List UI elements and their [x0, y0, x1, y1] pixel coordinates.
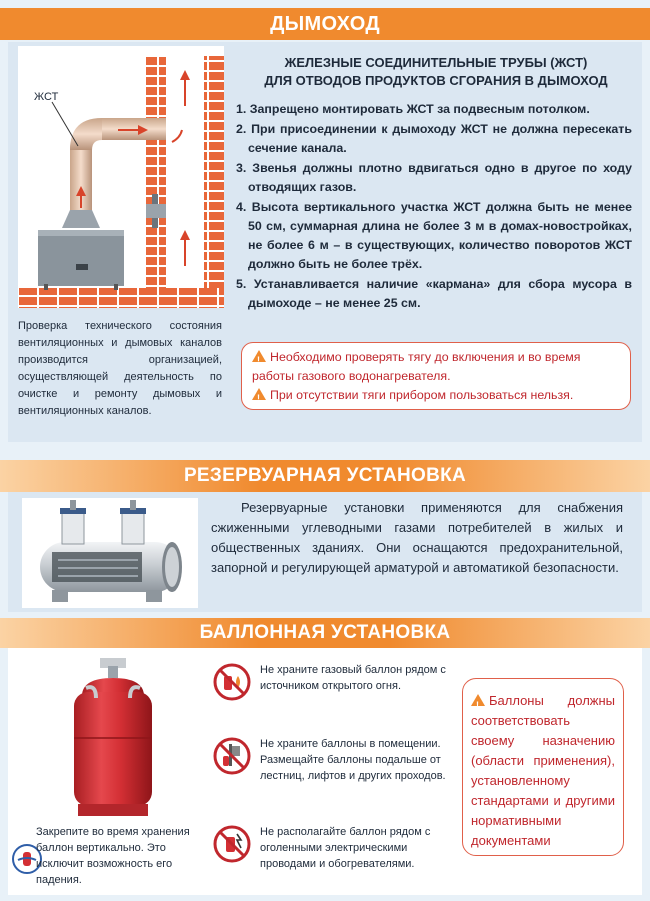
- tank-illustration: [22, 498, 198, 608]
- gas-cylinder-image: [26, 656, 202, 820]
- tank-header: РЕЗЕРВУАРНАЯ УСТАНОВКА: [0, 460, 650, 492]
- secure-cylinder-text: Закрепите во время хранения баллон вертикально. Это исключит возможность его падения.: [36, 826, 190, 886]
- tank-section: [8, 492, 642, 612]
- cylinder-warning-box: [462, 678, 624, 856]
- secure-cylinder-note: [14, 822, 214, 894]
- cylinder-rule-electric: [212, 824, 457, 884]
- chimney-rule: 2. При присоединении к дымоходу ЖСТ не должна пересекать сечение канала.: [236, 122, 632, 155]
- warning-icon: [471, 694, 485, 706]
- cylinder-rule-text: Не располагайте баллон рядом с оголенными электрическими проводами и обогревателями.: [260, 826, 431, 870]
- cylinder-rule-text: Не храните баллоны в помещении. Размещайте баллоны подальше от лестниц, лифтов и других проходов.: [260, 738, 446, 782]
- inspection-note: Проверка технического состояния вентиляционных и дымовых каналов производится организацией, осуществляющей деятельность по очистке и ремонту дымовых и вентиляционных каналов.: [18, 320, 222, 417]
- cylinder-rule-text: Не храните газовый баллон рядом с источником открытого огня.: [260, 664, 446, 692]
- chimney-header: ДЫМОХОД: [0, 8, 650, 40]
- no-storage-icon: [212, 736, 252, 776]
- no-electric-icon: [212, 824, 252, 864]
- warning-icon: [252, 388, 266, 400]
- chimney-title-line2: ДЛЯ ОТВОДОВ ПРОДУКТОВ СГОРАНИЯ В ДЫМОХОД: [264, 73, 608, 88]
- chimney-title-line1: ЖЕЛЕЗНЫЕ СОЕДИНИТЕЛЬНЫЕ ТРУБЫ (ЖСТ): [284, 55, 588, 70]
- draft-warning-2: При отсутствии тяги прибором пользоваться нельзя.: [270, 388, 574, 402]
- pipe-label: ЖСТ: [34, 91, 59, 103]
- warning-icon: [252, 350, 266, 362]
- cylinder-header: БАЛЛОННАЯ УСТАНОВКА: [0, 618, 650, 648]
- cylinder-warning-text: Баллоны должны соответствовать своему назначению (области применения), установленному стандартами и другими нормативными документами: [471, 693, 615, 848]
- tank-image: [22, 498, 198, 608]
- cylinder-rule-storage: [212, 736, 457, 806]
- chimney-title: [236, 54, 636, 90]
- chimney-diagram: [18, 46, 224, 308]
- tank-description: Резервуарные установки применяются для снабжения сжиженными углеводными газами потребителей в жилых и общественных зданиях. Они оснащаются предохранительной, запорной и регулирующей арматурой и автоматикой безопасности.: [211, 500, 623, 575]
- cylinder-rule-fire: [212, 662, 457, 712]
- chimney-rules-list: [236, 100, 632, 314]
- chimney-rule: 1. Запрещено монтировать ЖСТ за подвесным потолком.: [236, 102, 590, 116]
- draft-warning-1: Необходимо проверять тягу до включения и во время работы газового водонагревателя.: [252, 350, 581, 383]
- chimney-rule: 5. Устанавливается наличие «кармана» для сбора мусора в дымоходе – не менее 25 см.: [236, 277, 632, 310]
- chimney-rule: 4. Высота вертикального участка ЖСТ должна быть не менее 50 см, суммарная длина не более 3 м в домах-новостройках, не более 6 м – в существующих, количество поворотов ЖСТ должно быть не более трёх.: [236, 200, 632, 271]
- chimney-illustration: [18, 46, 224, 308]
- no-fire-icon: [212, 662, 252, 702]
- draft-warning-box: [241, 342, 631, 410]
- cylinder-section: [8, 648, 642, 895]
- chimney-rule: 3. Звенья должны плотно вдвигаться одно в другое по ходу отводящих газов.: [236, 161, 632, 194]
- gas-cylinder-illustration: [26, 656, 202, 820]
- chimney-section: [8, 42, 642, 442]
